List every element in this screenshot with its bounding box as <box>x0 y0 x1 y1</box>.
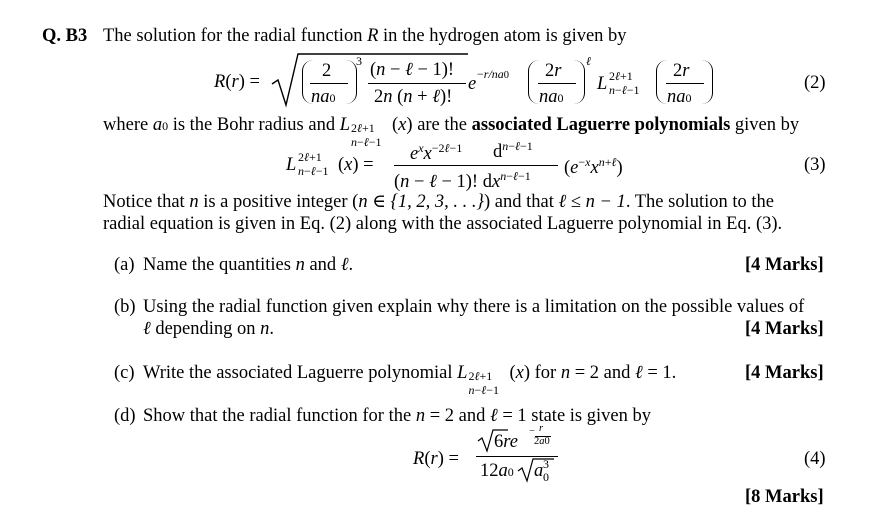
part-a-marks: [4 Marks] <box>745 255 824 275</box>
question-intro: The solution for the radial function R in the hydrogen atom is given by <box>103 26 627 46</box>
part-c-marks: [4 Marks] <box>745 363 824 383</box>
question-number: Q. B3 <box>42 26 88 46</box>
equation-4-tag: (4) <box>804 449 826 469</box>
notice-line-1: Notice that n is a positive integer (n ∈ {1, 2, 3, . . .}) and that ℓ ≤ n − 1. The solution to the <box>103 192 774 212</box>
part-d-marks: [8 Marks] <box>745 487 824 507</box>
equation-2-tag: (2) <box>804 73 826 93</box>
where-line: where a0 is the Bohr radius and L 2ℓ+1 n−ℓ−1 (x) are the associated Laguerre polynomials given by <box>103 115 800 149</box>
equation-3-tag: (3) <box>804 155 826 175</box>
notice-line-2: radial equation is given in Eq. (2) along with the associated Laguerre polynomial in Eq. (3). <box>103 214 783 234</box>
part-b-marks: [4 Marks] <box>745 319 824 339</box>
